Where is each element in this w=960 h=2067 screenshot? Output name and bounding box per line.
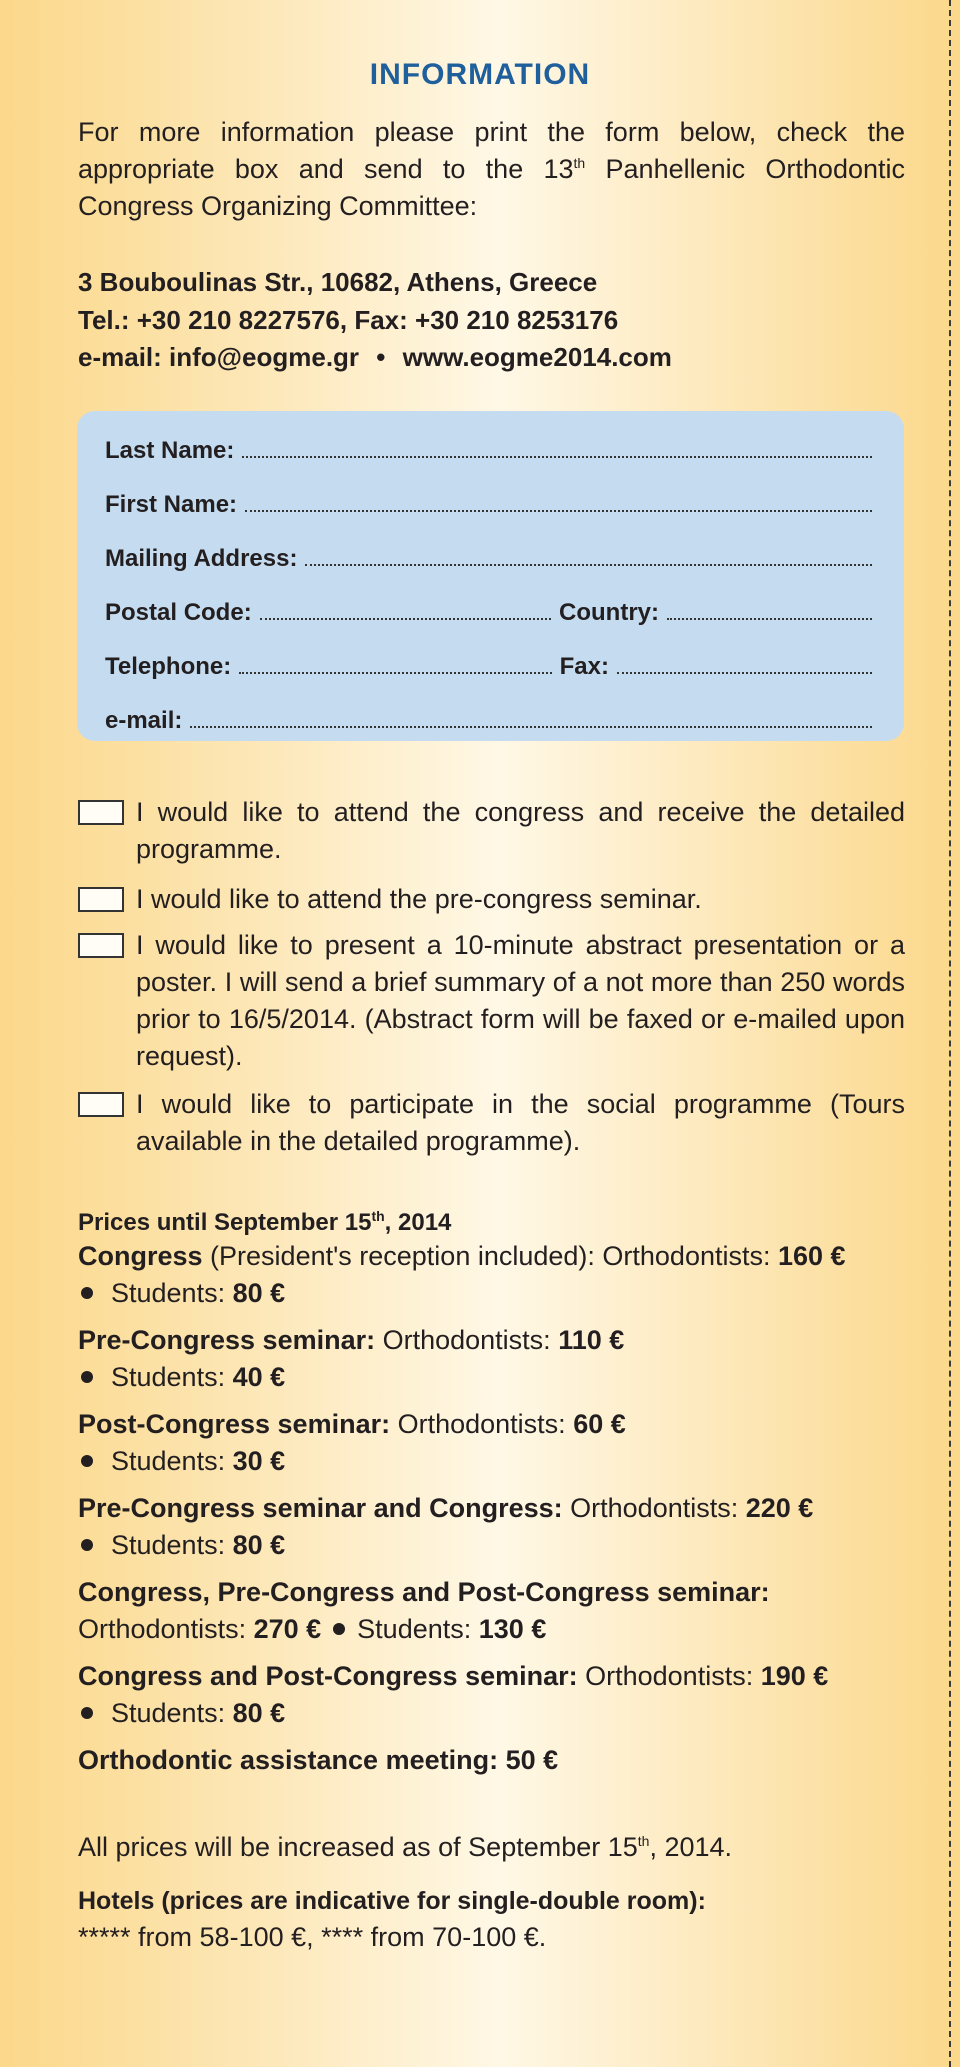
telephone-label: Telephone:	[105, 653, 232, 680]
checkbox[interactable]	[78, 1092, 124, 1117]
option-label: I would like to attend the congress and receive the detailed programme.	[136, 797, 905, 864]
hotels-prices: ***** from 58-100 €, **** from 70-100 €.	[78, 1922, 547, 1952]
checkbox[interactable]	[78, 933, 124, 958]
price-congress: Congress (President's reception included): Orthodontists: 160 € Students: 80 €	[78, 1241, 846, 1308]
option-label: I would like to present a 10-minute abstract presentation or a poster. I will send a brief summary of a not more than 250 words prior to 16/5/2014. (Abstract form will be faxed or e-mailed upon request).	[136, 930, 905, 1071]
price-congress-and-post-congress: Congress and Post-Congress seminar: Orthodontists: 190 € Students: 80 €	[78, 1661, 829, 1728]
bullet-icon	[81, 1707, 93, 1719]
option-pre-congress-seminar[interactable]	[78, 881, 905, 918]
first-name-line[interactable]	[245, 510, 872, 512]
contact-address: 3 Bouboulinas Str., 10682, Athens, Greece	[78, 267, 598, 297]
option-attend-congress[interactable]	[78, 794, 905, 868]
last-name-line[interactable]	[242, 456, 872, 458]
last-name-field[interactable]	[105, 431, 872, 465]
price-increase-note: All prices will be increased as of September 15th, 2014.	[78, 1832, 733, 1862]
page-title: INFORMATION	[369, 58, 591, 91]
bullet-icon	[81, 1455, 93, 1467]
contact-bullet: •	[376, 342, 386, 372]
postal-code-label: Postal Code:	[105, 599, 252, 626]
prices-section	[78, 1208, 905, 1779]
contact-email-web	[78, 342, 672, 373]
email-label: e-mail:	[105, 707, 183, 734]
option-abstract-presentation[interactable]	[78, 927, 905, 1075]
contact-phone-fax: Tel.: +30 210 8227576, Fax: +30 210 8253176	[78, 305, 619, 335]
bullet-icon	[81, 1539, 93, 1551]
first-name-label: First Name:	[105, 491, 238, 518]
intro-text: For more information please print the form below, check the appropriate box and send to the 13th Panhellenic Orthodontic Congress Organizing Committee:	[78, 117, 905, 221]
price-pre-congress-and-congress: Pre-Congress seminar and Congress: Orthodontists: 220 € Students: 80 €	[78, 1493, 814, 1560]
postal-code-line[interactable]	[260, 618, 551, 620]
registration-form	[77, 411, 904, 741]
telephone-fax-field[interactable]	[105, 647, 872, 681]
checkbox[interactable]	[78, 887, 124, 912]
mailing-address-label: Mailing Address:	[105, 545, 298, 572]
bullet-icon	[81, 1371, 93, 1383]
bullet-icon	[333, 1623, 345, 1635]
country-label: Country:	[559, 599, 659, 626]
checkbox[interactable]	[78, 800, 124, 825]
cut-line	[949, 0, 951, 2067]
price-assistance-meeting: Orthodontic assistance meeting: 50 €	[78, 1745, 559, 1775]
postal-country-field[interactable]	[105, 593, 872, 627]
price-pre-congress-seminar: Pre-Congress seminar: Orthodontists: 110 € Students: 40 €	[78, 1325, 625, 1392]
fax-label: Fax:	[559, 653, 609, 680]
price-post-congress-seminar: Post-Congress seminar: Orthodontists: 60 € Students: 30 €	[78, 1409, 626, 1476]
contact-website[interactable]: www.eogme2014.com	[402, 342, 672, 372]
email-field[interactable]	[105, 701, 872, 735]
mailing-address-line[interactable]	[305, 564, 872, 566]
option-social-programme[interactable]	[78, 1086, 905, 1160]
telephone-line[interactable]	[239, 672, 551, 674]
bullet-icon	[81, 1287, 93, 1299]
price-full-package: Congress, Pre-Congress and Post-Congress seminar: Orthodontists: 270 € Students: 130 €	[78, 1577, 770, 1644]
contact-email[interactable]: e-mail: info@eogme.gr	[78, 342, 360, 372]
option-label: I would like to participate in the social programme (Tours available in the detailed programme).	[136, 1089, 905, 1156]
option-label: I would like to attend the pre-congress seminar.	[136, 884, 702, 914]
last-name-label: Last Name:	[105, 437, 235, 464]
fax-line[interactable]	[617, 672, 872, 674]
email-line[interactable]	[190, 726, 872, 728]
mailing-address-field[interactable]	[105, 539, 872, 573]
first-name-field[interactable]	[105, 485, 872, 519]
hotels-heading: Hotels (prices are indicative for single-double room):	[78, 1887, 706, 1915]
prices-heading: Prices until September 15th, 2014	[78, 1208, 452, 1236]
country-line[interactable]	[667, 618, 872, 620]
